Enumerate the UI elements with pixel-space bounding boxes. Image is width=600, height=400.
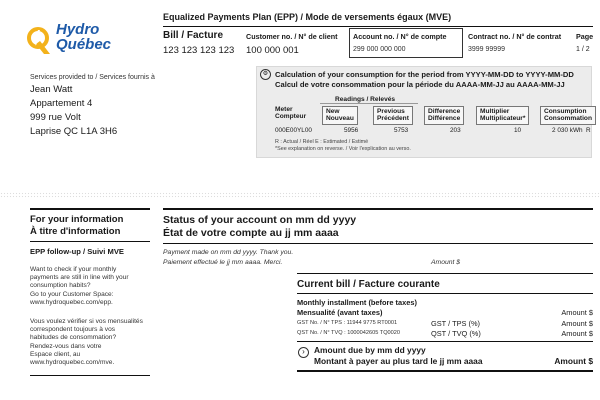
gst-label: GST / TPS (%) — [431, 319, 481, 328]
status-title-en: Status of your account on mm dd yyyy — [163, 214, 357, 226]
row-new: 5956 — [344, 127, 359, 134]
current-rule-mid — [297, 293, 593, 294]
consumption-note-1: R : Actual / Réel E : Estimated / Estimé — [275, 139, 369, 145]
logo-line-2: Québec — [56, 36, 112, 53]
header-difference: Difference Différence — [424, 106, 464, 125]
address-line-1: Jean Watt — [30, 84, 73, 95]
installment-amount: Amount $ — [561, 308, 593, 317]
current-rule-bottom — [297, 370, 593, 372]
amount-due-value: Amount $ — [554, 356, 593, 366]
current-rule-top — [297, 273, 593, 274]
info-heading-fr: À titre d'information — [30, 226, 121, 237]
address-line-4: Laprise QC L1A 3H6 — [30, 126, 118, 137]
row-meter: 000E00YL00 — [275, 127, 312, 134]
header-new: New Nouveau — [322, 106, 358, 125]
row-flag: R — [586, 127, 591, 134]
info-rule-bottom — [30, 375, 150, 376]
payment-line-fr: Paiement effectué le jj mm aaaa. Merci. — [163, 259, 283, 266]
bill-number: 123 123 123 123 — [163, 45, 235, 56]
arrow-right-icon: › — [298, 347, 309, 358]
current-rule-lower — [297, 341, 593, 342]
readings-rule — [320, 103, 418, 104]
header-rule — [163, 26, 593, 27]
payment-line-en: Payment made on mm dd yyyy. Thank you. — [163, 249, 294, 256]
bill-label: Bill / Facture — [163, 30, 224, 41]
calculator-icon: ⚙ — [260, 69, 271, 80]
status-title-fr: État de votre compte au jj mm aaaa — [163, 227, 339, 239]
header-consumption: Consumption Consommation — [540, 106, 596, 125]
customer-label: Customer no. / N° de client — [246, 32, 338, 41]
consumption-note-2: *See explanation on reverse. / Voir l'explication au verso. — [275, 146, 411, 152]
status-rule-mid — [163, 243, 593, 244]
plan-title: Equalized Payments Plan (EPP) / Mode de versements égaux (MVE) — [163, 12, 452, 22]
consumption-title-en: Calculation of your consumption for the period from YYYY-MM-DD to YYYY-MM-DD — [275, 70, 574, 79]
info-rule-mid — [30, 241, 150, 242]
qst-label: QST / TVQ (%) — [431, 329, 481, 338]
installment-label-fr: Mensualité (avant taxes) — [297, 308, 383, 317]
qst-amount: Amount $ — [561, 329, 593, 338]
services-provided-label: Services provided to / Services fournis à — [30, 74, 155, 81]
info-heading-en: For your information — [30, 214, 124, 225]
gst-amount: Amount $ — [561, 319, 593, 328]
header-multiplier: Multiplier Multiplicateur* — [476, 106, 529, 125]
logo-wordmark — [56, 22, 111, 52]
installment-label-en: Monthly installment (before taxes) — [297, 298, 417, 307]
payment-amount: Amount $ — [431, 259, 461, 266]
epp-text-en: Want to check if your monthly payments are still in line with your consumption habits? Go to your Customer Space: www.hydroquebec.com/epp. — [30, 266, 129, 306]
consumption-title-fr: Calcul de votre consommation pour la période du AAAA-MM-JJ au AAAA-MM-JJ — [275, 80, 565, 89]
status-rule-top — [163, 208, 593, 210]
customer-number: 100 000 001 — [246, 45, 299, 56]
hydro-quebec-logo — [26, 20, 136, 64]
row-consumption: 2 030 kWh — [552, 127, 583, 134]
contract-number: 3999 99999 — [468, 46, 505, 53]
readings-label: Readings / Relevés — [335, 96, 396, 103]
row-difference: 203 — [450, 127, 461, 134]
header-previous: Previous Précédent — [373, 106, 413, 125]
row-multiplier: 10 — [514, 127, 522, 134]
perforation-band — [0, 192, 600, 198]
gst-number: GST No. / N° TPS : 11944 9775 RT0001 — [297, 320, 398, 326]
header-meter: Meter Compteur — [275, 106, 307, 121]
address-line-2: Appartement 4 — [30, 98, 93, 109]
epp-heading: EPP follow-up / Suivi MVE — [30, 247, 124, 256]
amount-due-fr: Montant à payer au plus tard le jj mm aaaa — [314, 356, 483, 366]
account-number: 299 000 000 000 — [353, 46, 406, 53]
page-label: Page — [576, 32, 594, 41]
address-line-3: 999 rue Volt — [30, 112, 81, 123]
row-previous: 5753 — [394, 127, 409, 134]
epp-text-fr: Vous voulez vérifier si vos mensualités correspondent toujours à vos habitudes de consommation? Rendez-vous dans votre Espace client, au www.hydroquebec.com/mve. — [30, 318, 143, 367]
info-rule-top — [30, 208, 150, 210]
page-number: 1 / 2 — [576, 46, 590, 53]
contract-label: Contract no. / N° de contrat — [468, 32, 562, 41]
account-label: Account no. / N° de compte — [353, 32, 447, 41]
logo-mark-icon — [26, 24, 56, 58]
amount-due-en: Amount due by mm dd yyyy — [314, 345, 426, 355]
logo-line-1: Hydro — [56, 21, 100, 38]
current-bill-title: Current bill / Facture courante — [297, 279, 440, 290]
qst-number: QST No. / N° TVQ : 1000042605 TQ0020 — [297, 330, 400, 336]
